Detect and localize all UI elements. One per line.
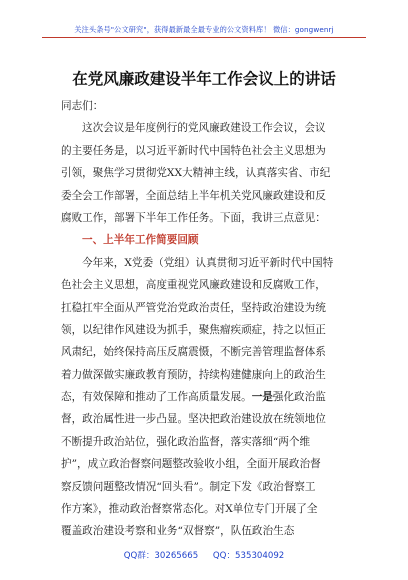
emphasis-lead: 一是 [251, 391, 273, 404]
paragraph-line: 覆盖政治建设考察和业务“双督察”，队伍政治生态 [61, 525, 295, 538]
page-title: 在党风廉政建设半年工作会议上的讲话 [72, 70, 336, 88]
paragraph-line: 风肃纪，始终保持高压反腐震慑，不断完善管理监督体系 [61, 346, 326, 359]
document-body [61, 95, 353, 543]
paragraph-line: 不断提升政治站位，强化政治监督，落实落细“两个维 [61, 435, 311, 448]
salutation: 同志们： [61, 100, 104, 112]
paragraph-line: 的主要任务是，以习近平新时代中国特色社会主义思想为 [61, 144, 326, 157]
section-heading: 一、上半年工作简要回顾 [82, 234, 199, 247]
footer [0, 549, 408, 561]
paragraph-line: 着力做深做实廉政教育预防，持续构建健康向上的政治生 [61, 368, 326, 381]
paragraph-line: 督，政治属性进一步凸显。坚决把政治建设放在统领地位 [61, 413, 326, 426]
footer-qq: QQ：535304092 [212, 551, 285, 561]
paragraph-line: 委全会工作部署，全面总结上半年机关党风廉政建设和反 [61, 189, 326, 202]
paragraph-line: 护”，成立政治督察问题整改验收小组，全面开展政治督 [61, 458, 321, 471]
paragraph-line: 扛稳扛牢全面从严管党治党政治责任，坚持政治建设为统 [61, 301, 326, 314]
paragraph-line: 腐败工作，部署下半年工作任务。下面，我讲三点意见： [61, 211, 326, 224]
footer-qq-group: QQ群：30265665 [123, 551, 199, 561]
paragraph-line [61, 386, 353, 408]
paragraph-line: 今年来，X党委（党组）认真贯彻习近平新时代中国特 [82, 256, 334, 269]
header-banner: 关注头条号"公文研究"，获得最新最全最专业的公文资料库！ 微信：gongwenrj [74, 25, 334, 34]
paragraph-line: 察反馈问题整改情况“回头看”。制定下发《政治督察工 [61, 480, 316, 493]
paragraph-text: 强化政治监 [272, 391, 326, 404]
paragraph-line: 这次会议是年度例行的党风廉政建设工作会议，会议 [82, 122, 326, 135]
header-divider [42, 37, 366, 38]
paragraph-line: 领，以纪律作风建设为抓手，聚焦瘤疾顽症，持之以恒正 [61, 323, 326, 336]
paragraph-text: 态，有效保障和推动了工作高质量发展。 [61, 391, 252, 404]
paragraph-line: 引领，聚焦学习贯彻党XX大精神主线，认真落实省、市纪 [61, 167, 331, 180]
paragraph-line: 作方案》，推动政治督察常态化。对X单位专门开展了全 [61, 503, 318, 516]
paragraph-line: 色社会主义思想，高度重视党风廉政建设和反腐败工作， [61, 279, 326, 292]
